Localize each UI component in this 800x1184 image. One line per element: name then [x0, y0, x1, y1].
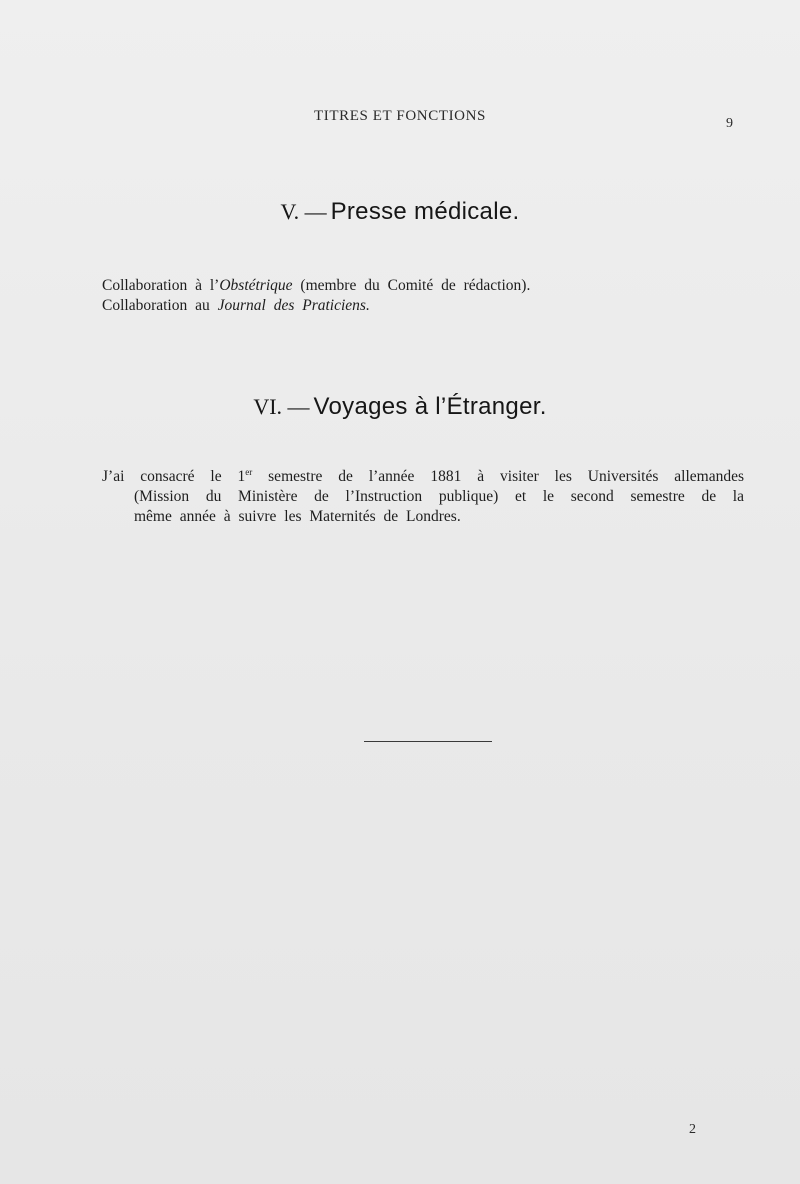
italic-title: Obstétrique	[219, 277, 293, 294]
press-line-2	[102, 296, 742, 316]
section-title: Presse médicale.	[330, 198, 520, 225]
section-divider-rule	[364, 741, 492, 742]
travel-paragraph	[102, 467, 744, 527]
page-number: 9	[726, 116, 733, 131]
travel-line-1	[102, 467, 744, 487]
press-line-1	[102, 276, 742, 296]
travel-line-2: (Mission du Ministère de l’Instruction publique) et le second semestre de la	[134, 488, 744, 505]
running-title: TITRES ET FONCTIONS	[314, 108, 486, 124]
press-paragraph	[102, 276, 742, 316]
text-run: Collaboration à l’	[102, 277, 220, 294]
text-run: J’ai consacré le 1	[102, 468, 246, 485]
section-heading-press	[0, 198, 800, 226]
travel-line-3: même année à suivre les Maternités de Londres.	[134, 508, 461, 525]
section-title: Voyages à l’Étranger.	[313, 393, 547, 420]
italic-title: Journal des Praticiens.	[217, 297, 370, 314]
text-run: semestre de l’année 1881 à visiter les Universités allemandes	[252, 468, 745, 485]
text-run: (membre du Comité de rédaction).	[292, 277, 531, 294]
text-run: Collaboration au	[102, 297, 218, 314]
section-numeral: VI. —	[253, 394, 310, 419]
ordinal-superscript: er	[245, 467, 253, 477]
section-heading-travel	[0, 393, 800, 421]
section-numeral: V. —	[280, 199, 327, 224]
signature-mark: 2	[689, 1122, 696, 1137]
